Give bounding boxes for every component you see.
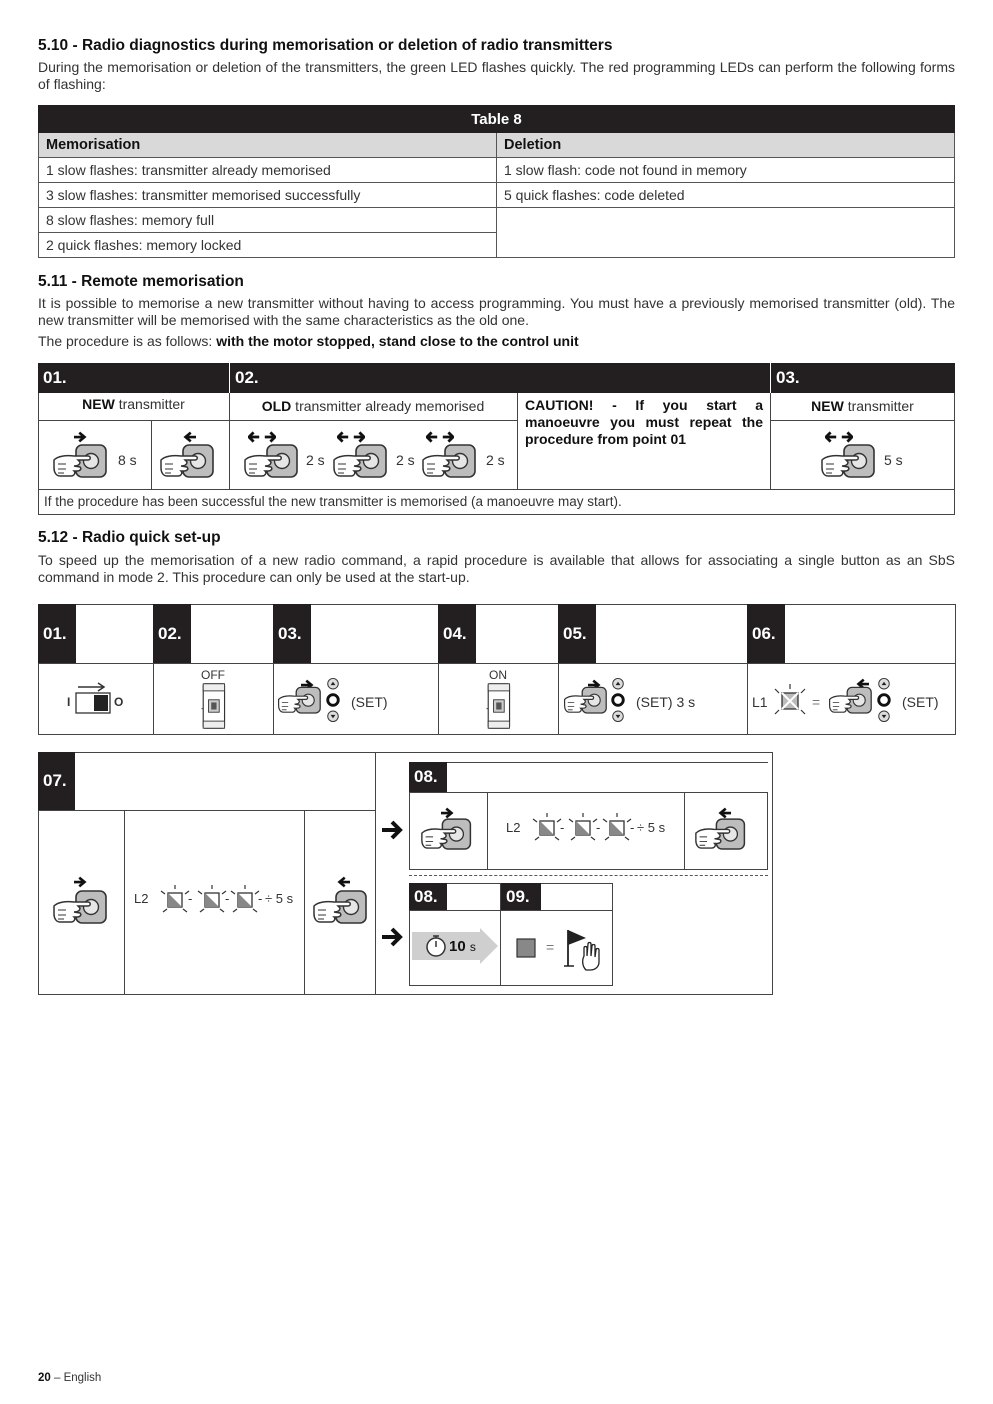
led-flash-icon xyxy=(197,885,227,915)
timer-value xyxy=(449,938,476,955)
timer-unit: s xyxy=(469,940,476,954)
hand-pointing-icon xyxy=(277,684,325,718)
step-number: 06. xyxy=(747,604,785,663)
section-5-11-procedure xyxy=(38,333,955,350)
step-number: 08. xyxy=(409,883,447,910)
section-5-12-body: To speed up the memorisation of a new radio command, a rapid procedure is available that allows for associating a single button as an SbS command in mode 2. This procedure can only be used at the start-up. xyxy=(38,552,955,585)
new-rest: transmitter xyxy=(114,396,185,412)
duration-label: 8 s xyxy=(118,452,137,468)
section-5-10-body: During the memorisation or deletion of the transmitters, the green LED flashes quickly. The red programming LEDs can perform the following forms of flashing: xyxy=(38,59,955,92)
separator-line xyxy=(409,875,768,876)
step-number: 04. xyxy=(438,604,476,663)
table-row xyxy=(39,183,955,208)
duration-label: ÷ 5 s xyxy=(265,891,294,906)
table-cell: 3 slow flashes: transmitter memorised successfully xyxy=(39,183,497,208)
l1-label: L1 xyxy=(752,694,768,710)
table-8 xyxy=(38,105,955,258)
hand-press-icon xyxy=(159,442,219,482)
equals-sign: = xyxy=(812,694,821,710)
duration-label: ÷ 5 s xyxy=(637,820,666,835)
hand-press-icon xyxy=(312,888,372,928)
section-5-11-title: 5.11 - Remote memorisation xyxy=(38,273,244,290)
duration-label: 2 s xyxy=(396,452,415,468)
arrow-left-icon xyxy=(336,876,350,888)
table-cell: 2 quick flashes: memory locked xyxy=(39,233,497,258)
caution-text: CAUTION! - If you start a manoeuvre you must repeat the procedure from point 01 xyxy=(525,397,763,447)
table-cell: 5 quick flashes: code deleted xyxy=(497,183,955,208)
switch-o-label: O xyxy=(114,695,124,709)
breaker-off-icon xyxy=(198,682,228,730)
step-number: 03. xyxy=(770,363,955,393)
hand-pointing-icon xyxy=(828,684,876,718)
step-number: 03. xyxy=(273,604,311,663)
new-bold: NEW xyxy=(82,396,115,412)
set-keypad-icon xyxy=(877,677,891,723)
hand-press-icon xyxy=(52,888,112,928)
set-3s-label: (SET) 3 s xyxy=(636,694,696,710)
new-transmitter-label xyxy=(770,398,955,414)
hand-press-icon xyxy=(332,442,392,482)
hand-press-icon xyxy=(243,442,303,482)
section-5-12-title: 5.12 - Radio quick set-up xyxy=(38,529,221,546)
new-rest: transmitter xyxy=(843,398,914,414)
table-row xyxy=(39,158,955,183)
page-language: – English xyxy=(50,1372,102,1384)
set-keypad-icon xyxy=(326,677,340,723)
led-flash-icon xyxy=(532,813,562,843)
flag-hand-icon xyxy=(562,926,604,972)
l2-label: L2 xyxy=(506,820,521,835)
hand-press-icon xyxy=(694,816,750,854)
table-cell: 1 slow flashes: transmitter already memorised xyxy=(39,158,497,183)
step-number: 02. xyxy=(229,363,770,393)
table-cell: 1 slow flash: code not found in memory xyxy=(497,158,955,183)
led-off-icon xyxy=(516,938,536,958)
remote-memorisation-footer: If the procedure has been successful the new transmitter is memorised (a manoeuvre may start). xyxy=(44,494,622,509)
page-number: 20 xyxy=(38,1372,51,1384)
hand-pointing-icon xyxy=(563,684,611,718)
step-number: 09. xyxy=(501,883,541,910)
breaker-on-icon xyxy=(483,682,513,730)
on-label: ON xyxy=(489,668,507,682)
table-8-caption: Table 8 xyxy=(39,106,955,133)
old-transmitter-label xyxy=(229,398,517,414)
l2-label: L2 xyxy=(134,891,149,906)
section-5-11-body: It is possible to memorise a new transmitter without having to access programming. You must have a previously memorised transmitter (old). The new transmitter will be memorised with the same characteristics as the old one. xyxy=(38,295,955,328)
set-label: (SET) xyxy=(902,694,939,710)
set-keypad-icon xyxy=(611,677,625,723)
table-row xyxy=(39,208,955,233)
led-flash-icon xyxy=(230,885,260,915)
step-number: 02. xyxy=(153,604,191,663)
duration-label: 2 s xyxy=(486,452,505,468)
hand-press-icon xyxy=(820,442,880,482)
old-bold: OLD xyxy=(261,398,292,414)
table-cell: 8 slow flashes: memory full xyxy=(39,208,497,233)
table-cell-empty xyxy=(497,208,955,258)
step-number: 08. xyxy=(409,762,447,792)
step-number: 05. xyxy=(558,604,596,663)
arrow-right-icon xyxy=(74,876,88,888)
led-flash-icon xyxy=(160,885,190,915)
led-flash-icon xyxy=(568,813,598,843)
table-header-memorisation: Memorisation xyxy=(39,133,497,158)
step-number: 01. xyxy=(38,604,76,663)
hand-press-icon xyxy=(420,816,476,854)
led-l1-icon xyxy=(773,684,807,718)
flow-arrow-icon xyxy=(380,927,404,947)
set-label: (SET) xyxy=(351,694,388,710)
step-number: 01. xyxy=(38,363,229,393)
table-header-deletion: Deletion xyxy=(497,133,955,158)
step-number: 07. xyxy=(38,752,75,810)
page-footer xyxy=(38,1372,101,1384)
timer-number: 10 xyxy=(449,938,466,955)
flow-arrow-icon xyxy=(380,820,404,840)
equals-sign: = xyxy=(546,939,555,955)
switch-i-label: I xyxy=(67,695,71,709)
hand-press-icon xyxy=(52,442,112,482)
section-5-10-title: 5.10 - Radio diagnostics during memorisation or deletion of radio transmitters xyxy=(38,37,613,54)
power-switch-icon xyxy=(74,683,114,717)
duration-label: 5 s xyxy=(884,452,903,468)
procedure-bold: with the motor stopped, stand close to the control unit xyxy=(216,333,579,349)
hand-press-icon xyxy=(421,442,481,482)
new-transmitter-label xyxy=(38,396,229,412)
new-bold: NEW xyxy=(811,398,844,414)
led-flash-icon xyxy=(602,813,632,843)
duration-label: 2 s xyxy=(306,452,325,468)
old-rest: transmitter already memorised xyxy=(291,398,485,414)
procedure-prefix: The procedure is as follows: xyxy=(38,333,217,349)
off-label: OFF xyxy=(201,668,225,682)
